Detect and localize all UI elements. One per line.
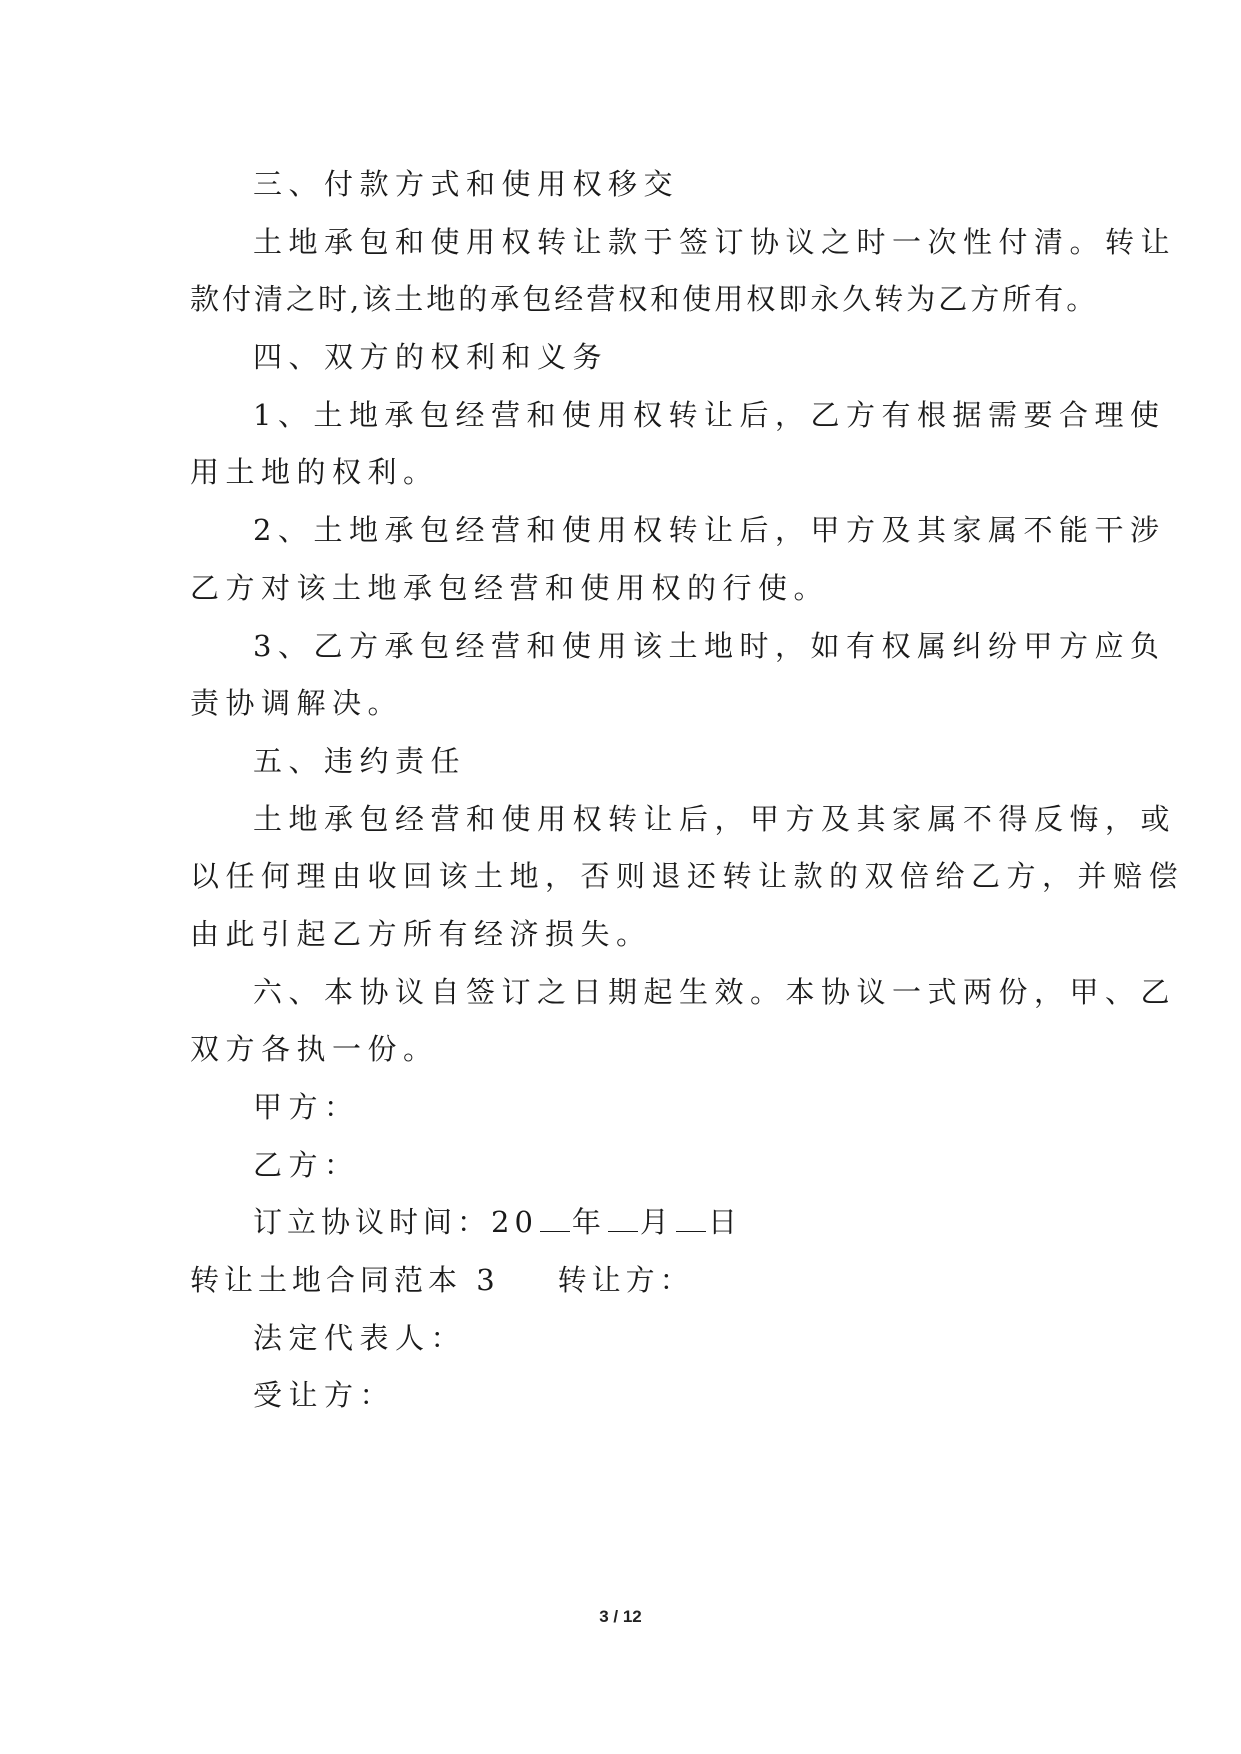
day-label: 日: [707, 1205, 742, 1239]
paragraph-line: 3、乙方承包经营和使用该土地时，如有权属纠纷甲方应负: [253, 629, 1166, 663]
transferor-label: 转让方：: [557, 1263, 694, 1297]
template-title-line: [190, 1260, 694, 1300]
party-a-label: 甲方：: [253, 1090, 360, 1124]
paragraph-line: 由此引起乙方所有经济损失。: [190, 917, 652, 951]
paragraph-line: 以任何理由收回该土地，否则退还转让款的双倍给乙方，并赔偿: [190, 859, 1185, 893]
paragraph-line: 土地承包经营和使用权转让后，甲方及其家属不得反悔，或: [253, 802, 1177, 836]
paragraph-line: 乙方对该土地承包经营和使用权的行使。: [190, 571, 830, 605]
year-label: 年: [571, 1205, 606, 1239]
agreement-date-line: [253, 1202, 742, 1242]
page-number: 3 / 12: [599, 1607, 642, 1626]
month-blank: [608, 1203, 638, 1232]
template-title: 转让土地合同范本 3: [190, 1263, 500, 1297]
section-heading-rights: 四、双方的权利和义务: [253, 340, 609, 374]
paragraph-line: 土地承包和使用权转让款于签订协议之时一次性付清。转让: [253, 225, 1177, 259]
day-blank: [676, 1203, 706, 1232]
paragraph-line: 双方各执一份。: [190, 1032, 439, 1066]
paragraph-line: 款付清之时,该土地的承包经营权和使用权即永久转为乙方所有。: [190, 282, 1099, 316]
month-label: 月: [639, 1205, 674, 1239]
section-heading-payment: 三、付款方式和使用权移交: [253, 167, 680, 201]
paragraph-line: 责协调解决。: [190, 686, 404, 720]
section-heading-breach: 五、违约责任: [253, 744, 467, 778]
paragraph-line: 六、本协议自签订之日期起生效。本协议一式两份，甲、乙: [253, 975, 1177, 1009]
date-label: 订立协议时间：20: [253, 1205, 538, 1239]
paragraph-line: 2、土地承包经营和使用权转让后，甲方及其家属不能干涉: [253, 513, 1166, 547]
transferee-label: 受让方：: [253, 1378, 396, 1412]
paragraph-line: 1、土地承包经营和使用权转让后，乙方有根据需要合理使: [253, 398, 1166, 432]
party-b-label: 乙方：: [253, 1148, 360, 1182]
year-blank: [540, 1203, 570, 1232]
paragraph-line: 用土地的权利。: [190, 455, 439, 489]
legal-representative-label: 法定代表人：: [253, 1321, 467, 1355]
